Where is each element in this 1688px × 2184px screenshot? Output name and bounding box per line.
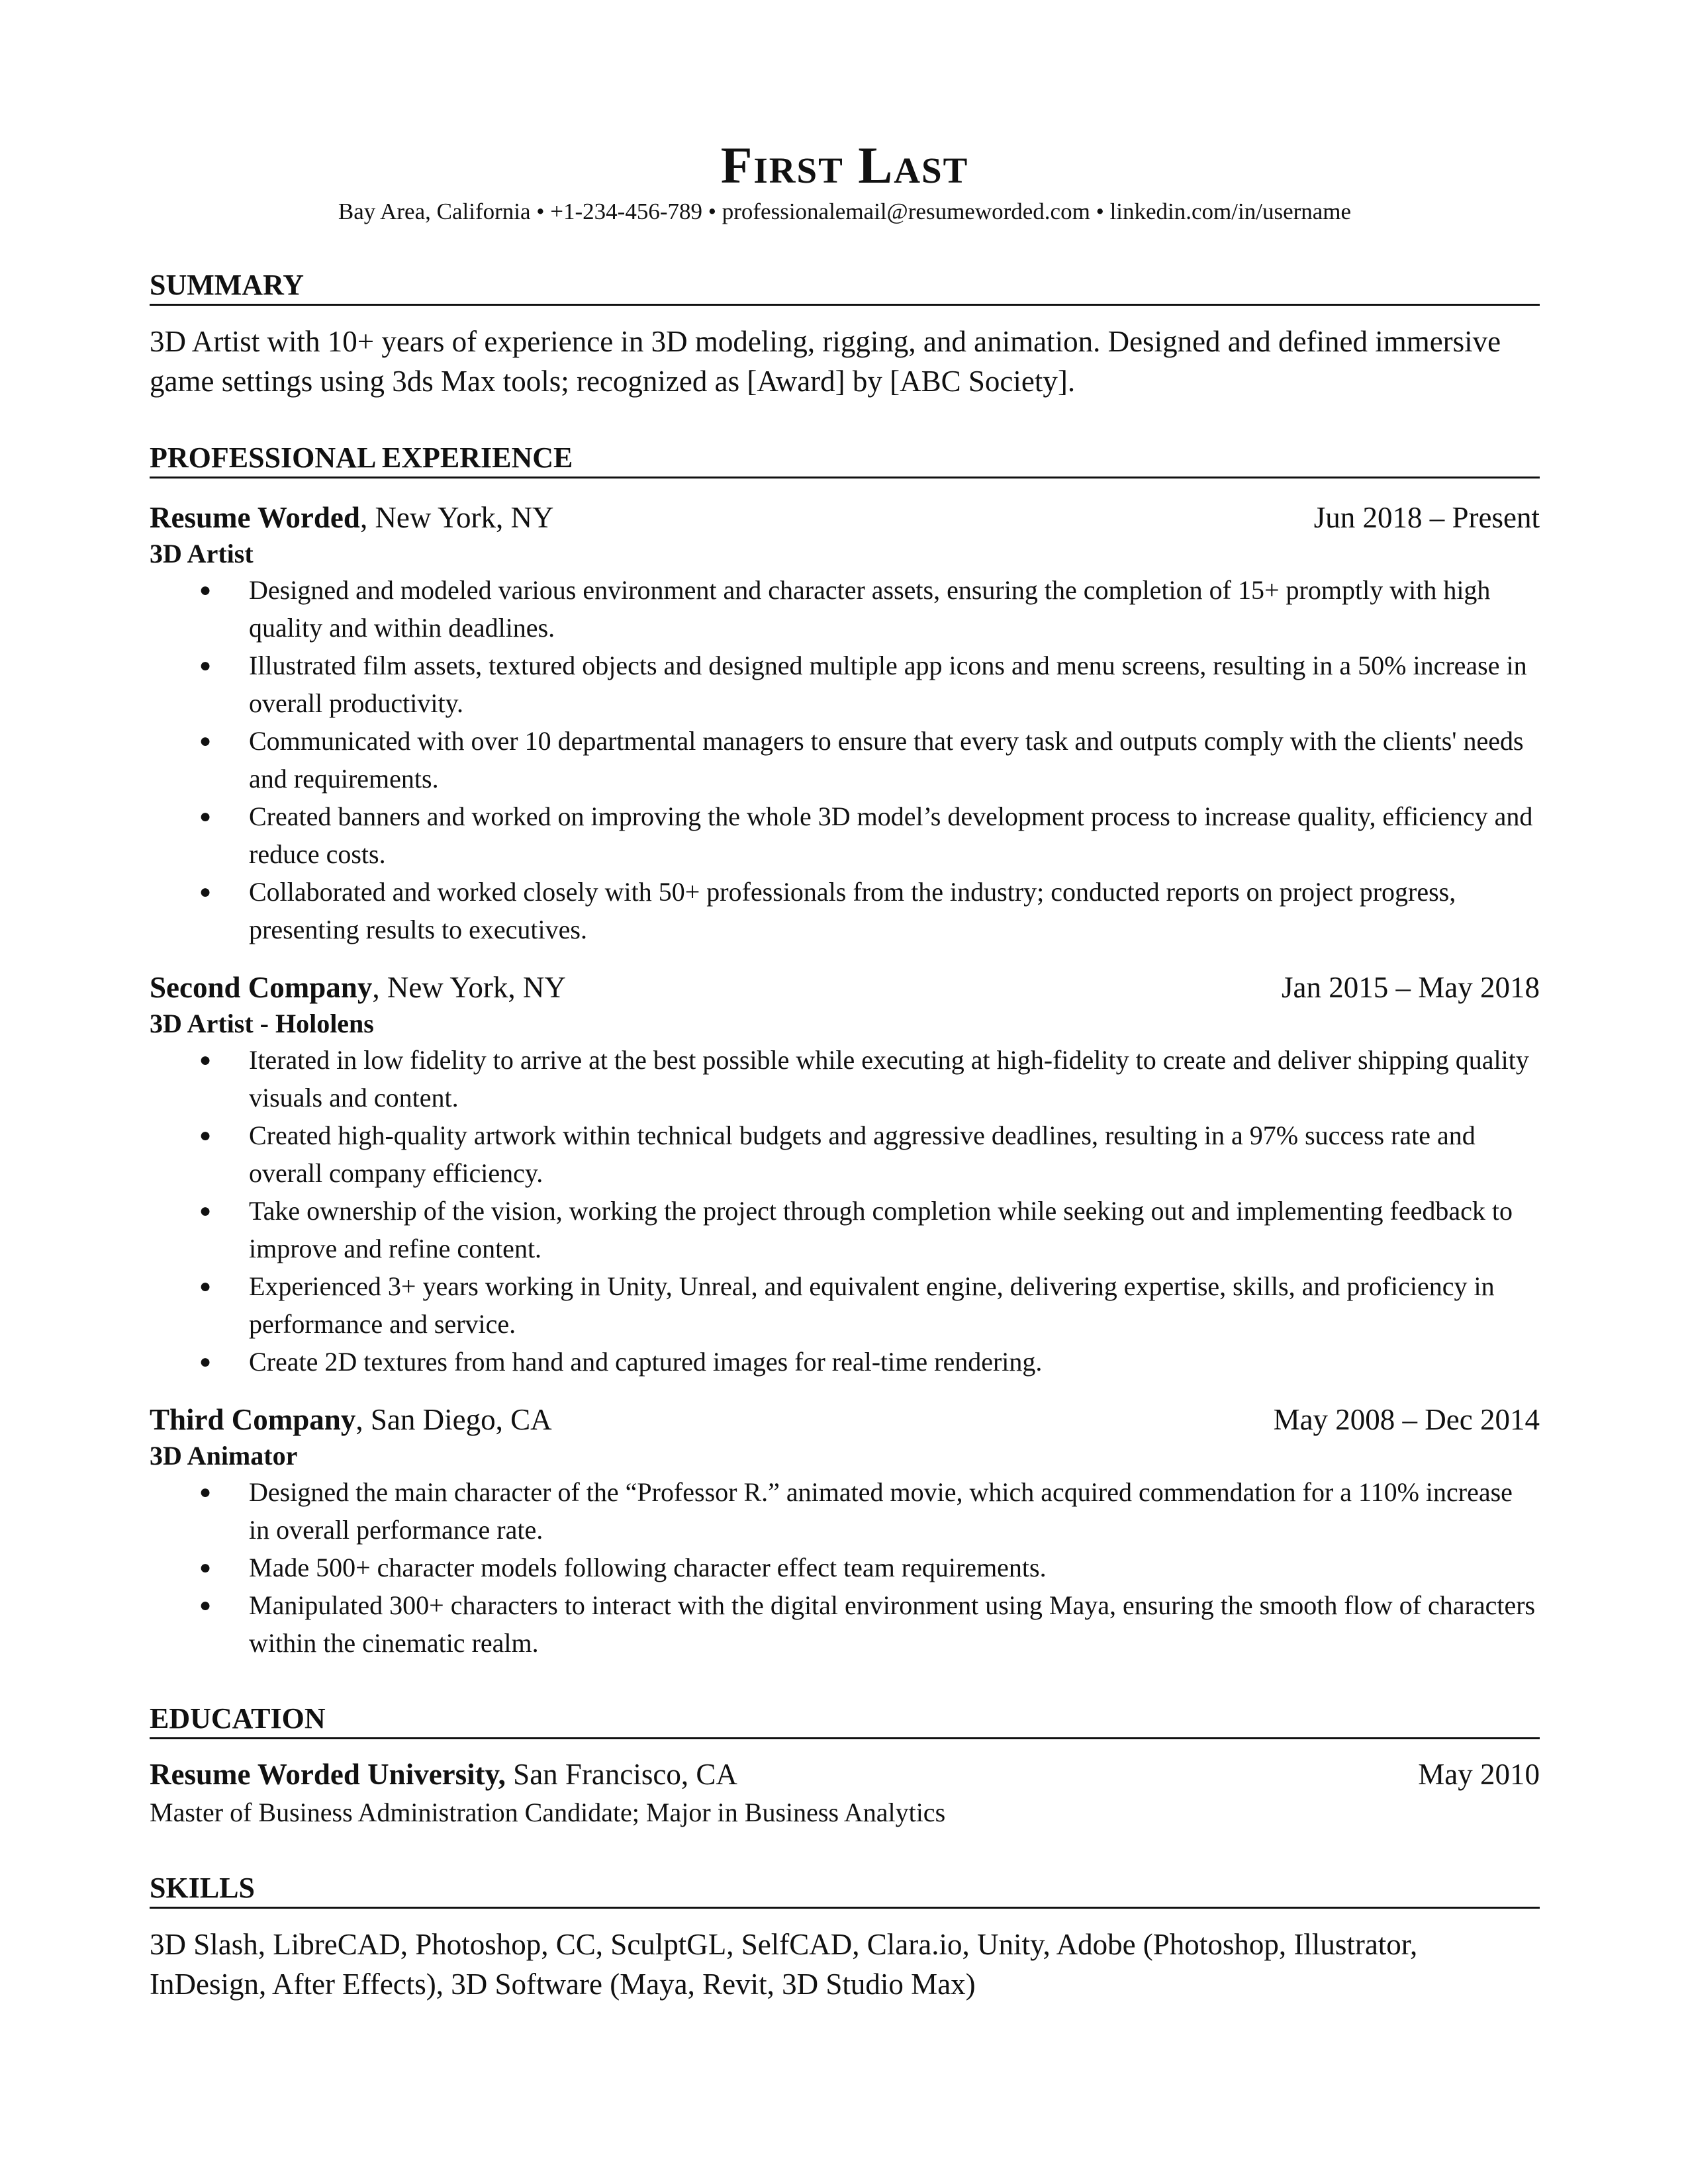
job-company-location — [150, 1400, 552, 1439]
resume-page — [150, 136, 1540, 2004]
bullet-item: ● Collaborated and worked closely with 50+ professionals from the industry; conducted reports on project progress, presenting results to executives. — [249, 873, 1540, 948]
education-school-location — [150, 1755, 737, 1794]
bullet-item: ● Experienced 3+ years working in Unity, Unreal, and equivalent engine, delivering expertise, skills, and proficiency in performance and service. — [249, 1267, 1540, 1343]
job-location: , San Diego, CA — [355, 1403, 552, 1436]
job-company-location — [150, 498, 553, 537]
education-title: EDUCATION — [150, 1702, 1540, 1739]
job-role: 3D Artist - Hololens — [150, 1009, 374, 1038]
skills-title: SKILLS — [150, 1871, 1540, 1909]
candidate-name: First Last — [720, 136, 969, 194]
education-degree: Master of Business Administration Candidate; Major in Business Analytics — [150, 1797, 946, 1827]
job-role: 3D Artist — [150, 539, 254, 569]
education-header — [150, 1755, 1540, 1794]
summary-section — [150, 268, 1540, 401]
bullet-item: ● Made 500+ character models following character effect team requirements. — [249, 1549, 1540, 1586]
job-dates: Jun 2018 – Present — [1313, 501, 1540, 534]
bullet-item: ● Take ownership of the vision, working the project through completion while seeking out and implementing feedback to improve and refine content. — [249, 1192, 1540, 1267]
job-location: , New York, NY — [359, 501, 554, 534]
job-company: Third Company — [150, 1403, 356, 1436]
skills-text: 3D Slash, LibreCAD, Photoshop, CC, SculptGL, SelfCAD, Clara.io, Unity, Adobe (Photoshop, Illustrator, InDesign, After Effects), 3D Software (Maya, Revit, 3D Studio Max) — [150, 1928, 1418, 2001]
job-bullets — [150, 571, 1540, 948]
summary-title: SUMMARY — [150, 268, 1540, 306]
job-header — [150, 1400, 1540, 1439]
job-entry — [150, 498, 1540, 948]
job-bullets — [150, 1473, 1540, 1662]
education-location: San Francisco, CA — [505, 1758, 737, 1791]
job-company-location — [150, 968, 566, 1007]
job-header — [150, 968, 1540, 1007]
summary-text: 3D Artist with 10+ years of experience in 3D modeling, rigging, and animation. Designed and defined immersive game settings using 3ds Max tools; recognized as [Award] by [ABC Society]. — [150, 325, 1501, 398]
job-header — [150, 498, 1540, 537]
bullet-item: ● Created high-quality artwork within technical budgets and aggressive deadlines, resulting in a 97% success rate and overall company efficiency. — [249, 1116, 1540, 1192]
education-date: May 2010 — [1418, 1758, 1540, 1791]
job-location: , New York, NY — [372, 971, 566, 1004]
skills-section — [150, 1871, 1540, 2004]
bullet-item: ● Designed the main character of the “Professor R.” animated movie, which acquired commendation for a 110% increase in overall performance rate. — [249, 1473, 1540, 1549]
job-bullets — [150, 1041, 1540, 1381]
education-section — [150, 1702, 1540, 1831]
job-role: 3D Animator — [150, 1441, 298, 1471]
job-entry — [150, 968, 1540, 1381]
bullet-item: ● Iterated in low fidelity to arrive at the best possible while executing at high-fidelity to create and deliver shipping quality visuals and content. — [249, 1041, 1540, 1116]
bullet-item: ● Create 2D textures from hand and captured images for real-time rendering. — [249, 1343, 1540, 1381]
experience-title: PROFESSIONAL EXPERIENCE — [150, 441, 1540, 478]
job-dates: May 2008 – Dec 2014 — [1273, 1403, 1540, 1436]
job-entry — [150, 1400, 1540, 1662]
experience-section — [150, 441, 1540, 1662]
job-company: Second Company — [150, 971, 373, 1004]
job-dates: Jan 2015 – May 2018 — [1282, 971, 1540, 1004]
job-company: Resume Worded — [150, 501, 360, 534]
bullet-item: ● Illustrated film assets, textured objects and designed multiple app icons and menu screens, resulting in a 50% increase in overall productivity. — [249, 647, 1540, 722]
bullet-item: ● Manipulated 300+ characters to interact with the digital environment using Maya, ensuring the smooth flow of characters within the cinematic realm. — [249, 1586, 1540, 1662]
bullet-item: ● Communicated with over 10 departmental managers to ensure that every task and outputs comply with the clients' needs and requirements. — [249, 722, 1540, 797]
bullet-item: ● Designed and modeled various environment and character assets, ensuring the completion of 15+ promptly with high quality and within deadlines. — [249, 571, 1540, 647]
education-school: Resume Worded University, — [150, 1758, 506, 1791]
bullet-item: ● Created banners and worked on improving the whole 3D model’s development process to increase quality, efficiency and reduce costs. — [249, 797, 1540, 873]
contact-line: Bay Area, California • +1-234-456-789 • professionalemail@resumeworded.com • linkedin.com/in/username — [338, 199, 1352, 224]
